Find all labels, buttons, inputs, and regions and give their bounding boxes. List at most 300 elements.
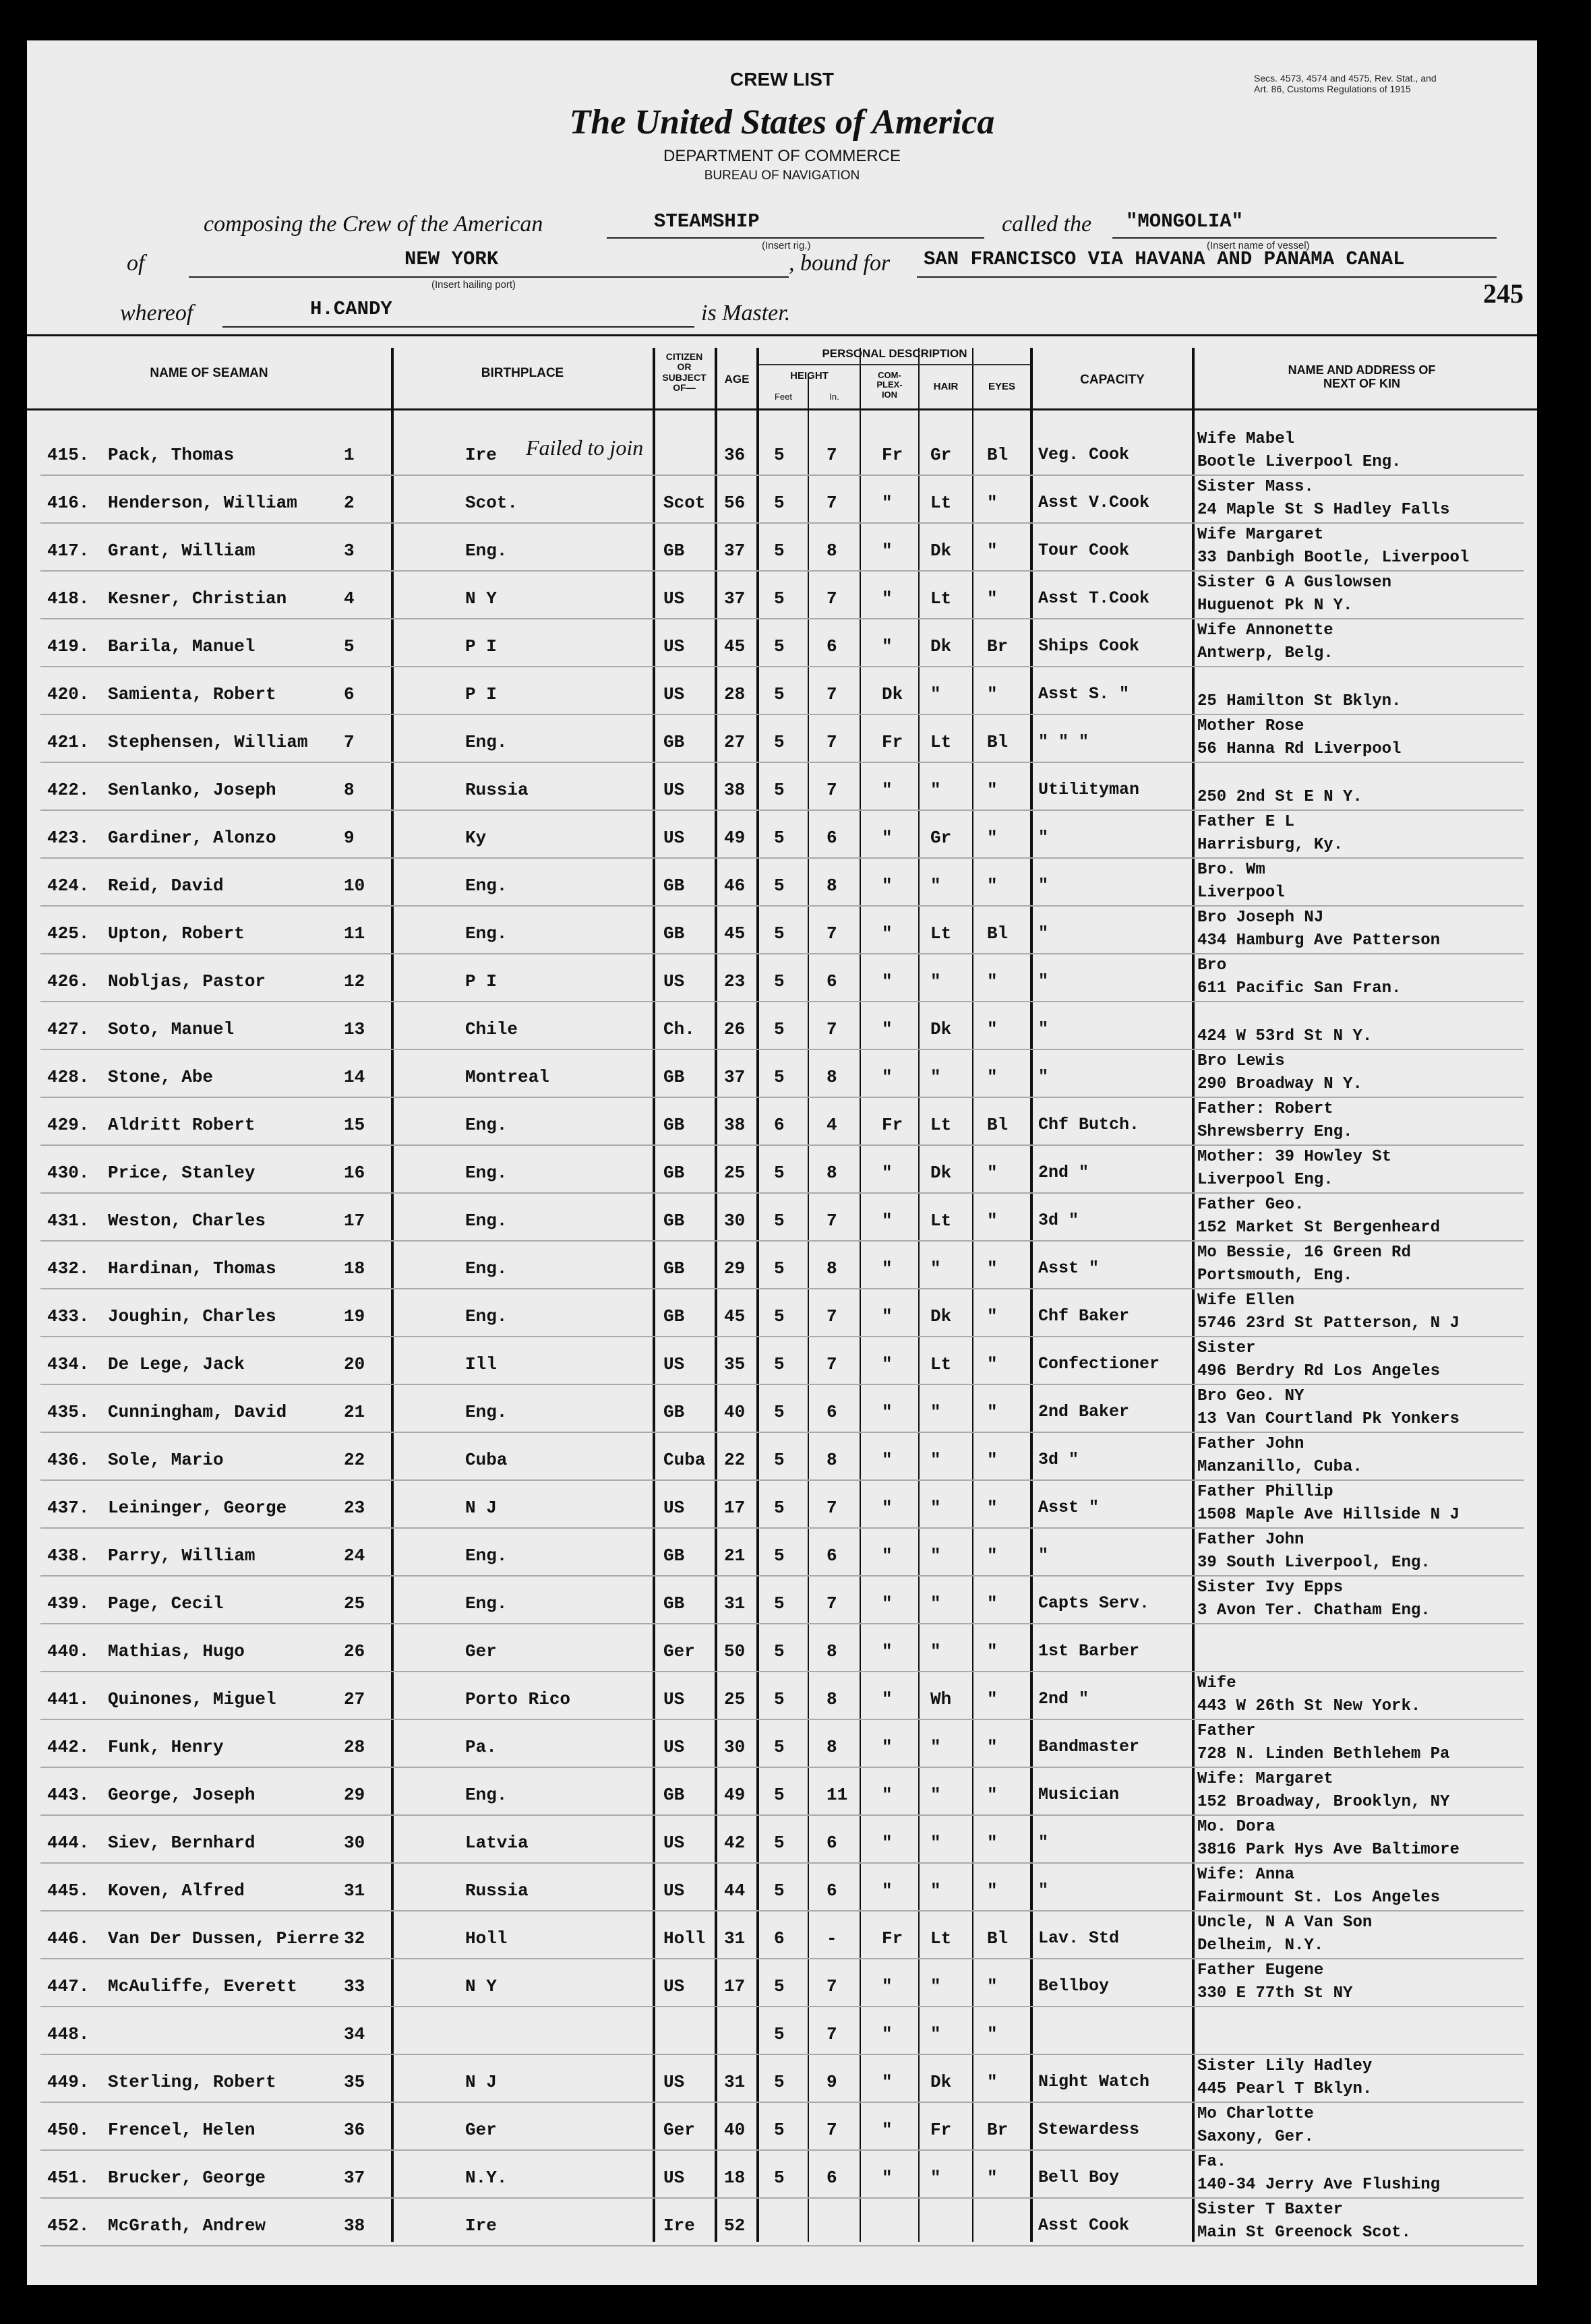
eyes: Bl	[987, 923, 1009, 944]
age: 42	[724, 1833, 746, 1853]
row-rule	[40, 1097, 1524, 1098]
row-id: 447.	[47, 1976, 90, 1996]
next-of-kin-address: Huguenot Pk N Y.	[1197, 597, 1353, 615]
complexion: "	[882, 493, 893, 513]
height-feet: 5	[774, 445, 785, 465]
next-of-kin-address: 39 South Liverpool, Eng.	[1197, 1554, 1431, 1572]
next-of-kin-name: Father Eugene	[1197, 1961, 1324, 1980]
complexion: "	[882, 1833, 893, 1853]
row-rule	[40, 762, 1524, 763]
complexion: "	[882, 1737, 893, 1757]
seaman-name: Frencel, Helen	[108, 2120, 256, 2140]
row-id: 423.	[47, 828, 90, 848]
complexion: "	[882, 780, 893, 800]
capacity: "	[1038, 828, 1049, 847]
complexion: "	[882, 971, 893, 991]
capacity: 2nd "	[1038, 1689, 1089, 1709]
next-of-kin-name: Wife Ellen	[1197, 1291, 1295, 1310]
height-inches: 6	[827, 971, 837, 991]
col-header-citizen-4: OF—	[673, 382, 696, 394]
height-feet: 5	[774, 588, 785, 609]
capacity: Ships Cook	[1038, 636, 1140, 656]
height-inches: 8	[827, 876, 837, 896]
age: 28	[724, 684, 746, 704]
height-feet: 5	[774, 780, 785, 800]
complexion: "	[882, 1450, 893, 1470]
form-text-called: called the	[1002, 212, 1092, 237]
row-id: 440.	[47, 1641, 90, 1661]
eyes: "	[987, 1019, 998, 1039]
row-id: 420.	[47, 684, 90, 704]
age: 31	[724, 1593, 746, 1614]
hair: "	[930, 1450, 941, 1470]
capacity: Veg. Cook	[1038, 445, 1130, 464]
next-of-kin-name: Sister G A Guslowsen	[1197, 574, 1392, 592]
next-of-kin-name: Wife: Margaret	[1197, 1770, 1333, 1788]
next-of-kin-name: Father	[1197, 1722, 1256, 1740]
table-top-rule	[27, 334, 1537, 336]
age: 25	[724, 1689, 746, 1709]
birthplace: N J	[465, 1498, 497, 1518]
col-header-capacity: CAPACITY	[1080, 373, 1145, 387]
citizenship: US	[663, 1354, 685, 1374]
eyes: "	[987, 780, 998, 800]
eyes: "	[987, 541, 998, 561]
height-inches: 7	[827, 2120, 837, 2140]
eyes: "	[987, 588, 998, 609]
eyes: Bl	[987, 732, 1009, 752]
row-rule	[40, 570, 1524, 572]
form-text-composing: composing the Crew of the American	[204, 212, 543, 237]
rig-underline	[607, 237, 984, 239]
seaman-name: Mathias, Hugo	[108, 1641, 245, 1661]
citizenship: GB	[663, 1306, 685, 1326]
header-bottom-rule	[27, 408, 1537, 410]
crew-number: 11	[344, 923, 365, 944]
complexion: "	[882, 636, 893, 656]
col-header-kin-2: NEXT OF KIN	[1323, 376, 1400, 390]
next-of-kin-name: Mo Bessie, 16 Green Rd	[1197, 1244, 1411, 1262]
height-feet: 5	[774, 1163, 785, 1183]
height-inches: 7	[827, 1976, 837, 1996]
height-feet: 5	[774, 493, 785, 513]
eyes: "	[987, 2024, 998, 2044]
height-inches: 7	[827, 1306, 837, 1326]
capacity: Asst T.Cook	[1038, 588, 1150, 608]
capacity: 3d "	[1038, 1211, 1079, 1230]
row-id: 419.	[47, 636, 90, 656]
citizenship: US	[663, 1689, 685, 1709]
row-rule	[40, 1814, 1524, 1816]
crew-number: 23	[344, 1498, 365, 1518]
crew-number: 2	[344, 493, 355, 513]
row-id: 439.	[47, 1593, 90, 1614]
seaman-name: McGrath, Andrew	[108, 2215, 266, 2236]
birthplace: N.Y.	[465, 2168, 508, 2188]
eyes: Bl	[987, 1115, 1009, 1135]
hair: Wh	[930, 1689, 952, 1709]
next-of-kin-address: 250 2nd St E N Y.	[1197, 788, 1362, 806]
next-of-kin-address: 25 Hamilton St Bklyn.	[1197, 692, 1402, 710]
height-inches: 4	[827, 1115, 837, 1135]
next-of-kin-address: Antwerp, Belg.	[1197, 644, 1333, 663]
row-id: 415.	[47, 445, 90, 465]
complexion: Dk	[882, 684, 903, 704]
eyes: "	[987, 1450, 998, 1470]
age: 44	[724, 1880, 746, 1901]
row-rule	[40, 1527, 1524, 1529]
citizenship: US	[663, 1880, 685, 1901]
hair: "	[930, 1976, 941, 1996]
crew-number: 7	[344, 732, 355, 752]
complexion: Fr	[882, 1928, 903, 1949]
next-of-kin-name: Wife	[1197, 1674, 1236, 1692]
statute-note	[1254, 73, 1524, 94]
citizenship: Holl	[663, 1928, 706, 1949]
citizenship: US	[663, 636, 685, 656]
citizenship: Cuba	[663, 1450, 706, 1470]
col-header-citizen-1: CITIZEN	[665, 351, 703, 362]
citizenship: US	[663, 828, 685, 848]
row-rule	[40, 1958, 1524, 1959]
height-feet: 5	[774, 1402, 785, 1422]
birthplace: P I	[465, 636, 497, 656]
birthplace: Ill	[465, 1354, 497, 1374]
crew-number: 28	[344, 1737, 365, 1757]
next-of-kin-address: 13 Van Courtland Pk Yonkers	[1197, 1410, 1460, 1428]
col-divider-feet	[808, 377, 809, 2242]
hair: "	[930, 1258, 941, 1279]
citizenship: GB	[663, 1546, 685, 1566]
age: 23	[724, 971, 746, 991]
next-of-kin-name: Father Geo.	[1197, 1196, 1304, 1214]
hair: Dk	[930, 541, 952, 561]
seaman-name: Stone, Abe	[108, 1067, 214, 1087]
next-of-kin-name: Bro Lewis	[1197, 1052, 1285, 1070]
capacity: Asst Cook	[1038, 2215, 1130, 2235]
citizenship: US	[663, 2168, 685, 2188]
next-of-kin-name: Wife: Anna	[1197, 1866, 1295, 1884]
col-header-complexion-2: PLEX-	[876, 379, 903, 390]
next-of-kin-address: Portsmouth, Eng.	[1197, 1266, 1353, 1285]
age: 38	[724, 780, 746, 800]
height-inches: 7	[827, 1498, 837, 1518]
col-header-height: HEIGHT	[790, 370, 829, 381]
capacity: Bellboy	[1038, 1976, 1110, 1996]
next-of-kin-address: Liverpool Eng.	[1197, 1171, 1333, 1189]
hair: Gr	[930, 828, 952, 848]
birthplace: Holl	[465, 1928, 508, 1949]
form-text-bound: , bound for	[789, 251, 891, 276]
crew-number: 1	[344, 445, 355, 465]
crew-number: 19	[344, 1306, 365, 1326]
citizenship: GB	[663, 1593, 685, 1614]
seaman-name: Kesner, Christian	[108, 588, 287, 609]
birthplace: Ire	[465, 445, 497, 465]
eyes: Br	[987, 2120, 1009, 2140]
seaman-name: Hardinan, Thomas	[108, 1258, 276, 1279]
birthplace: Ky	[465, 828, 487, 848]
next-of-kin-name: Wife Mabel	[1197, 430, 1295, 448]
crew-number: 13	[344, 1019, 365, 1039]
hair: Dk	[930, 636, 952, 656]
eyes: "	[987, 1593, 998, 1614]
complexion: "	[882, 1498, 893, 1518]
citizenship: US	[663, 1498, 685, 1518]
row-id: 425.	[47, 923, 90, 944]
height-inches: -	[827, 1928, 837, 1949]
seaman-name: Reid, David	[108, 876, 224, 896]
seaman-name: Leininger, George	[108, 1498, 287, 1518]
seaman-name: Brucker, George	[108, 2168, 266, 2188]
row-id: 416.	[47, 493, 90, 513]
capacity: "	[1038, 1019, 1049, 1039]
citizenship: GB	[663, 1115, 685, 1135]
row-rule	[40, 1575, 1524, 1577]
birthplace: N Y	[465, 588, 497, 609]
form-text-master: is Master.	[701, 301, 791, 326]
col-header-complexion-1: COM-	[878, 370, 901, 380]
age: 40	[724, 1402, 746, 1422]
row-rule	[40, 475, 1524, 476]
hair: "	[930, 1833, 941, 1853]
eyes: "	[987, 2168, 998, 2188]
birthplace: Porto Rico	[465, 1689, 571, 1709]
crew-number: 17	[344, 1211, 365, 1231]
next-of-kin-address: 443 W 26th St New York.	[1197, 1697, 1421, 1715]
crew-number: 3	[344, 541, 355, 561]
eyes: Bl	[987, 1928, 1009, 1949]
citizenship: GB	[663, 1785, 685, 1805]
row-id: 431.	[47, 1211, 90, 1231]
row-id: 451.	[47, 2168, 90, 2188]
birthplace: Eng.	[465, 923, 508, 944]
col-header-citizen-3: SUBJECT	[662, 371, 707, 383]
eyes: "	[987, 1689, 998, 1709]
age: 37	[724, 541, 746, 561]
citizenship: US	[663, 1737, 685, 1757]
hair: Lt	[930, 1928, 952, 1949]
height-feet: 5	[774, 1306, 785, 1326]
eyes: "	[987, 1785, 998, 1805]
crew-number: 32	[344, 1928, 365, 1949]
hair: "	[930, 971, 941, 991]
height-inches: 6	[827, 636, 837, 656]
height-inches: 7	[827, 588, 837, 609]
height-inches: 7	[827, 923, 837, 944]
row-rule	[40, 666, 1524, 667]
complexion: "	[882, 2120, 893, 2140]
next-of-kin-address: 56 Hanna Rd Liverpool	[1197, 740, 1402, 758]
height-feet: 6	[774, 1115, 785, 1135]
height-feet: 5	[774, 732, 785, 752]
citizenship: GB	[663, 1211, 685, 1231]
age: 30	[724, 1737, 746, 1757]
crew-number: 26	[344, 1641, 365, 1661]
height-feet: 5	[774, 1785, 785, 1805]
eyes: "	[987, 876, 998, 896]
row-rule	[40, 809, 1524, 811]
next-of-kin-name: Mother: 39 Howley St	[1197, 1148, 1392, 1166]
height-inches: 7	[827, 493, 837, 513]
next-of-kin-name: Father John	[1197, 1531, 1304, 1549]
height-inches: 8	[827, 1689, 837, 1709]
hair: Lt	[930, 1115, 952, 1135]
height-feet: 5	[774, 2168, 785, 2188]
birthplace: Latvia	[465, 1833, 529, 1853]
birthplace: Russia	[465, 1880, 529, 1901]
col-header-birthplace: BIRTHPLACE	[481, 366, 564, 380]
next-of-kin-address: 445 Pearl T Bklyn.	[1197, 2080, 1373, 2098]
height-inches: 7	[827, 1019, 837, 1039]
capacity: " " "	[1038, 732, 1089, 752]
age: 21	[724, 1546, 746, 1566]
hair: "	[930, 780, 941, 800]
crew-number: 9	[344, 828, 355, 848]
capacity: 1st Barber	[1038, 1641, 1140, 1661]
birthplace: Eng.	[465, 541, 508, 561]
crew-number: 36	[344, 2120, 365, 2140]
seaman-name: Koven, Alfred	[108, 1880, 245, 1901]
seaman-name: Joughin, Charles	[108, 1306, 276, 1326]
row-rule	[40, 1671, 1524, 1672]
height-inches: 8	[827, 1163, 837, 1183]
crew-number: 8	[344, 780, 355, 800]
birthplace: Eng.	[465, 1546, 508, 1566]
seaman-name: George, Joseph	[108, 1785, 256, 1805]
eyes: "	[987, 1211, 998, 1231]
hailing-port: NEW YORK	[404, 248, 499, 270]
statute-note-line-2: Art. 86, Customs Regulations of 1915	[1254, 84, 1411, 94]
complexion: "	[882, 923, 893, 944]
seaman-name: Barila, Manuel	[108, 636, 256, 656]
height-inches: 7	[827, 445, 837, 465]
row-rule	[40, 1288, 1524, 1289]
form-title: CREW LIST	[730, 69, 834, 90]
eyes: "	[987, 1258, 998, 1279]
row-id: 443.	[47, 1785, 90, 1805]
capacity: "	[1038, 876, 1049, 895]
height-inches: 8	[827, 1641, 837, 1661]
crew-number: 22	[344, 1450, 365, 1470]
form-text-of: of	[127, 251, 145, 276]
destination: SAN FRANCISCO VIA HAVANA AND PANAMA CANAL	[924, 248, 1405, 270]
row-id: 450.	[47, 2120, 90, 2140]
complexion: "	[882, 588, 893, 609]
citizenship: Ger	[663, 2120, 695, 2140]
next-of-kin-address: 5746 23rd St Patterson, N J	[1197, 1314, 1460, 1333]
row-rule	[40, 2149, 1524, 2151]
failed-to-join-note: Failed to join	[526, 435, 644, 460]
height-inches: 7	[827, 780, 837, 800]
hair: "	[930, 684, 941, 704]
row-rule	[40, 714, 1524, 715]
row-id: 422.	[47, 780, 90, 800]
capacity: "	[1038, 1833, 1049, 1852]
capacity: Chf Baker	[1038, 1306, 1130, 1326]
crew-list-sheet	[27, 40, 1537, 2285]
vessel-name: "MONGOLIA"	[1126, 210, 1244, 233]
crew-number: 30	[344, 1833, 365, 1853]
complexion: "	[882, 541, 893, 561]
complexion: "	[882, 828, 893, 848]
next-of-kin-address: 728 N. Linden Bethlehem Pa	[1197, 1745, 1450, 1763]
complexion: "	[882, 1785, 893, 1805]
crew-number: 38	[344, 2215, 365, 2236]
next-of-kin-name: Bro	[1197, 956, 1227, 975]
complexion: "	[882, 1019, 893, 1039]
col-header-inches: In.	[829, 392, 839, 402]
col-header-eyes: EYES	[988, 381, 1016, 392]
eyes: "	[987, 1833, 998, 1853]
row-id: 426.	[47, 971, 90, 991]
birthplace: N Y	[465, 1976, 497, 1996]
next-of-kin-name: Sister T Baxter	[1197, 2201, 1344, 2219]
row-id: 436.	[47, 1450, 90, 1470]
citizenship: Scot	[663, 493, 706, 513]
seaman-name: Nobljas, Pastor	[108, 971, 266, 991]
seaman-name: Quinones, Miguel	[108, 1689, 276, 1709]
height-inches: 7	[827, 2024, 837, 2044]
row-rule	[40, 1001, 1524, 1002]
capacity: "	[1038, 923, 1049, 943]
citizenship: US	[663, 588, 685, 609]
seaman-name: Samienta, Robert	[108, 684, 276, 704]
height-feet: 5	[774, 828, 785, 848]
complexion: "	[882, 1593, 893, 1614]
col-header-citizen	[654, 352, 715, 394]
complexion: "	[882, 1306, 893, 1326]
complexion: "	[882, 1976, 893, 1996]
next-of-kin-address: 33 Danbigh Bootle, Liverpool	[1197, 549, 1470, 567]
row-id: 430.	[47, 1163, 90, 1183]
eyes: "	[987, 1402, 998, 1422]
age: 45	[724, 1306, 746, 1326]
age: 52	[724, 2215, 746, 2236]
hair: Lt	[930, 588, 952, 609]
crew-number: 21	[344, 1402, 365, 1422]
row-rule	[40, 2197, 1524, 2199]
height-inches: 7	[827, 732, 837, 752]
row-rule	[40, 857, 1524, 859]
next-of-kin-name: Uncle, N A Van Son	[1197, 1914, 1373, 1932]
capacity: "	[1038, 1067, 1049, 1087]
next-of-kin-name: Father John	[1197, 1435, 1304, 1453]
citizenship: US	[663, 684, 685, 704]
next-of-kin-name: Bro Joseph NJ	[1197, 909, 1324, 927]
hair: "	[930, 1641, 941, 1661]
height-feet: 5	[774, 1354, 785, 1374]
birthplace: Scot.	[465, 493, 518, 513]
complexion: "	[882, 1402, 893, 1422]
seaman-name: Sterling, Robert	[108, 2072, 276, 2092]
height-inches: 8	[827, 541, 837, 561]
hair: "	[930, 1737, 941, 1757]
citizenship: GB	[663, 732, 685, 752]
capacity: Bandmaster	[1038, 1737, 1140, 1756]
eyes: "	[987, 1880, 998, 1901]
statute-note-line-1: Secs. 4573, 4574 and 4575, Rev. Stat., and	[1254, 73, 1437, 84]
hailing-port-underline	[189, 276, 789, 278]
age: 50	[724, 1641, 746, 1661]
capacity: "	[1038, 971, 1049, 991]
complexion: "	[882, 2024, 893, 2044]
complexion: Fr	[882, 1115, 903, 1135]
age: 45	[724, 636, 746, 656]
hair: "	[930, 2024, 941, 2044]
row-id: 427.	[47, 1019, 90, 1039]
next-of-kin-address: Fairmount St. Los Angeles	[1197, 1889, 1441, 1907]
